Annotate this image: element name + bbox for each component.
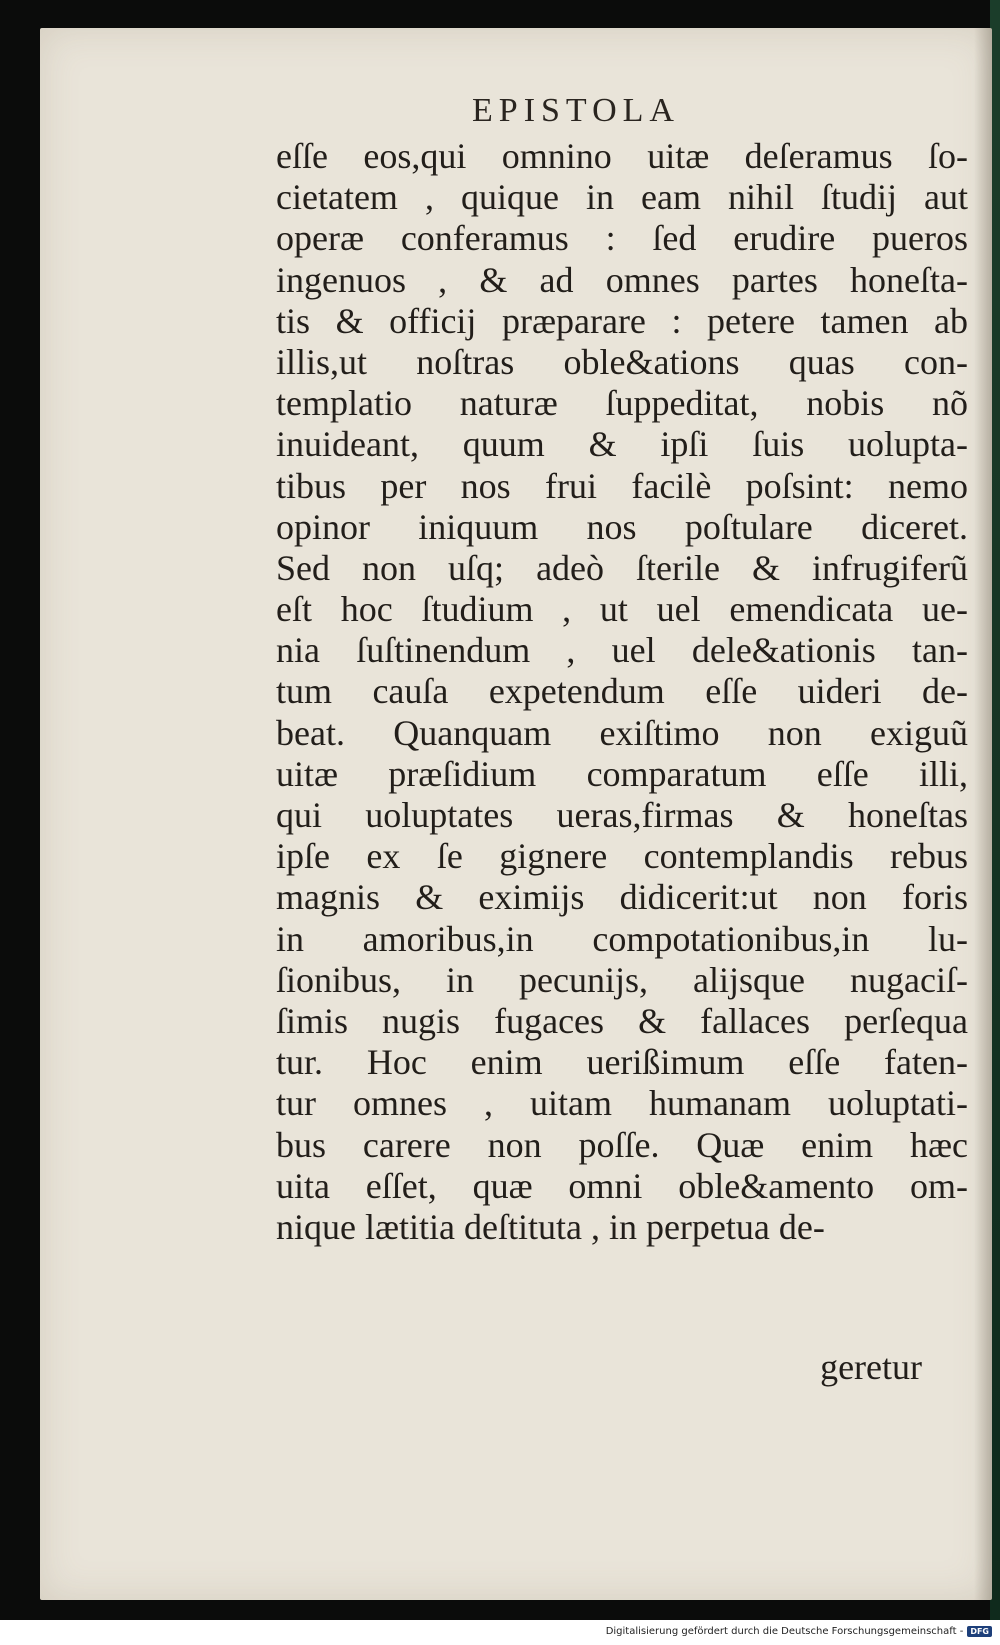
- dfg-logo: DFG: [967, 1626, 992, 1637]
- text-line: operæ conferamus : ſed erudire pueros: [276, 218, 968, 259]
- credit-text: Digitalisierung gefördert durch die Deutsche Forschungsgemeinschaft -: [605, 1626, 964, 1637]
- text-line: tis & officij præparare : petere tamen ab: [276, 300, 968, 341]
- text-line: eſſe eos,qui omnino uitæ deſeramus ſo-: [276, 136, 968, 176]
- text-line: tibus per nos frui facilè poſsint: nemo: [276, 465, 968, 506]
- text-line: Sed non uſq; adeò ſterile & infrugiferũ: [276, 547, 968, 588]
- text-line: ingenuos , & ad omnes partes honeſta-: [276, 259, 968, 300]
- text-line: qui uoluptates ueras,firmas & honeſtas: [276, 795, 968, 835]
- body-text: [276, 136, 968, 1248]
- text-line: in amoribus,in compotationibus,in lu-: [276, 918, 968, 959]
- text-line: tur. Hoc enim uerißimum eſſe faten-: [276, 1042, 968, 1083]
- book-page: [40, 28, 992, 1600]
- text-line: uitæ præſidium comparatum eſſe illi,: [276, 753, 968, 794]
- digitization-credit: [606, 1626, 992, 1637]
- running-head: EPISTOLA: [472, 92, 680, 129]
- text-line: illis,ut noſtras oble&ations quas con-: [276, 341, 968, 382]
- text-line: nique lætitia deſtituta , in perpetua de-: [276, 1206, 825, 1247]
- text-line: nia ſuſtinendum , uel dele&ationis tan-: [276, 630, 968, 671]
- text-line: eſt hoc ſtudium , ut uel emendicata ue-: [276, 589, 968, 630]
- text-line: cietatem , quique in eam nihil ſtudij aut: [276, 177, 968, 218]
- text-line: templatio naturæ ſuppeditat, nobis nõ: [276, 383, 968, 424]
- text-line: inuideant, quum & ipſi ſuis uolupta-: [276, 424, 968, 465]
- page-gutter-shadow: [974, 28, 992, 1600]
- text-line: uita eſſet, quæ omni oble&amento om-: [276, 1165, 968, 1206]
- text-line: ſionibus, in pecunijs, alijsque nugaciſ-: [276, 959, 968, 1000]
- text-line: bus carere non poſſe. Quæ enim hæc: [276, 1124, 968, 1165]
- text-line: opinor iniquum nos poſtulare diceret.: [276, 506, 968, 547]
- text-line: ſimis nugis fugaces & fallaces perſequa: [276, 1000, 968, 1041]
- text-line: beat. Quanquam exiſtimo non exiguũ: [276, 712, 968, 753]
- catchword: geretur: [820, 1347, 922, 1387]
- text-line: ipſe ex ſe gignere contemplandis rebus: [276, 836, 968, 877]
- text-line: magnis & eximijs didicerit:ut non foris: [276, 877, 968, 918]
- text-line: tum cauſa expetendum eſſe uideri de-: [276, 671, 968, 712]
- text-line: tur omnes , uitam humanam uoluptati-: [276, 1083, 968, 1124]
